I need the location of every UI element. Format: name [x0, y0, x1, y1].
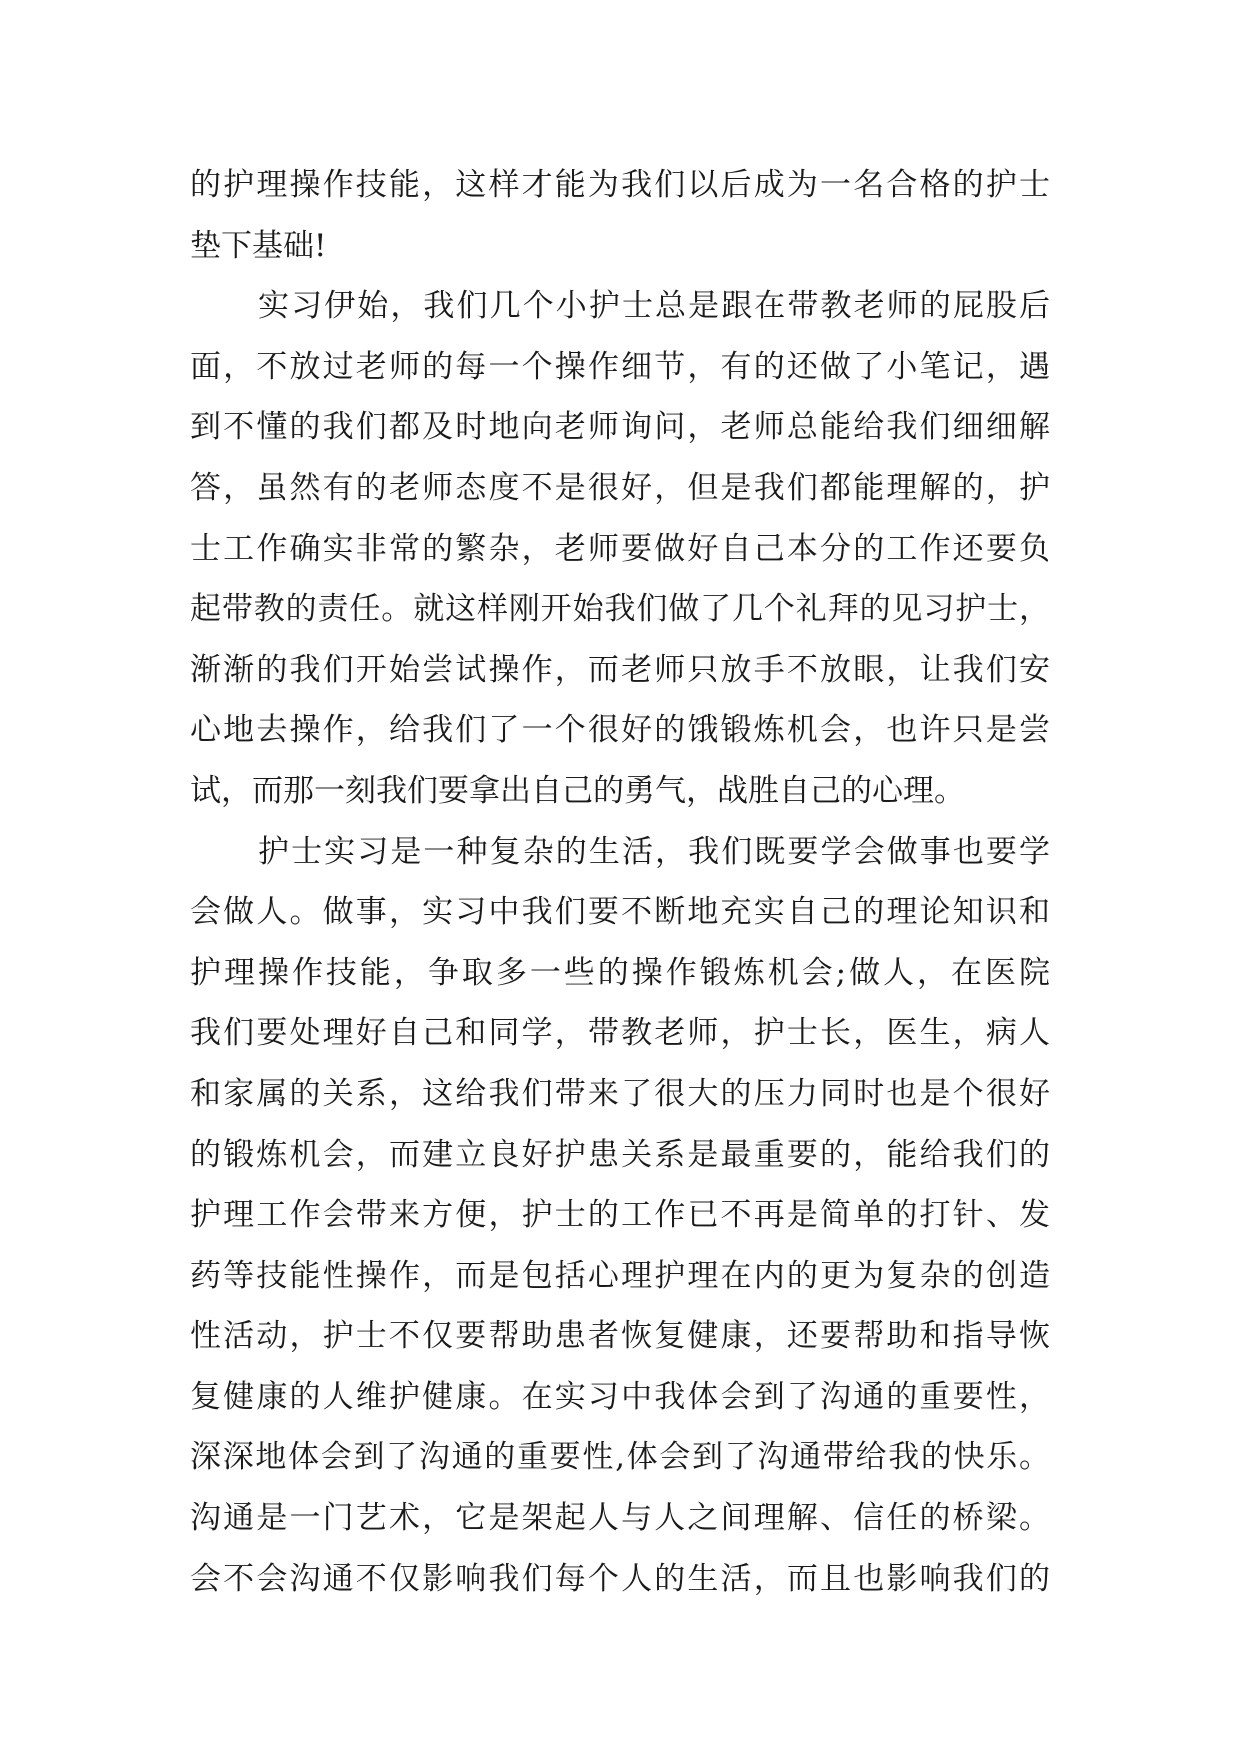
text-line: 深深地体会到了沟通的重要性,体会到了沟通带给我的快乐。 [190, 1439, 1050, 1476]
document-page [190, 155, 1050, 1609]
text-line: 到不懂的我们都及时地向老师询问，老师总能给我们细细解 [190, 409, 1050, 446]
text-line: 垫下基础! [190, 227, 327, 264]
text-line: 性活动，护士不仅要帮助患者恢复健康，还要帮助和指导恢 [190, 1318, 1050, 1355]
text-line: 和家属的关系，这给我们带来了很大的压力同时也是个很好 [190, 1075, 1050, 1112]
paragraph-first-line: 实习伊始，我们几个小护士总是跟在带教老师的屁股后 [258, 288, 1050, 325]
text-line: 心地去操作，给我们了一个很好的饿锻炼机会，也许只是尝 [190, 712, 1050, 749]
text-line: 面，不放过老师的每一个操作细节，有的还做了小笔记，遇 [190, 348, 1050, 385]
text-line: 会做人。做事，实习中我们要不断地充实自己的理论知识和 [190, 894, 1050, 931]
text-line: 复健康的人维护健康。在实习中我体会到了沟通的重要性， [190, 1378, 1050, 1415]
text-line: 护理操作技能，争取多一些的操作锻炼机会;做人，在医院 [190, 954, 1050, 991]
text-line: 答，虽然有的老师态度不是很好，但是我们都能理解的，护 [190, 469, 1050, 506]
text-line: 士工作确实非常的繁杂，老师要做好自己本分的工作还要负 [190, 530, 1050, 567]
text-line: 沟通是一门艺术，它是架起人与人之间理解、信任的桥梁。 [190, 1500, 1050, 1537]
text-line: 渐渐的我们开始尝试操作，而老师只放手不放眼，让我们安 [190, 651, 1050, 688]
text-line: 护理工作会带来方便，护士的工作已不再是简单的打针、发 [190, 1197, 1050, 1234]
text-line: 的护理操作技能，这样才能为我们以后成为一名合格的护士 [190, 167, 1050, 203]
text-line: 药等技能性操作，而是包括心理护理在内的更为复杂的创造 [190, 1257, 1050, 1294]
paragraph-first-line: 护士实习是一种复杂的生活，我们既要学会做事也要学 [258, 833, 1050, 870]
text-line: 会不会沟通不仅影响我们每个人的生活，而且也影响我们的 [190, 1560, 1050, 1597]
text-line: 试，而那一刻我们要拿出自己的勇气，战胜自己的心理。 [190, 772, 965, 809]
text-line: 我们要处理好自己和同学，带教老师，护士长，医生，病人 [190, 1015, 1050, 1052]
text-line: 起带教的责任。就这样刚开始我们做了几个礼拜的见习护士， [190, 591, 1050, 628]
text-line: 的锻炼机会，而建立良好护患关系是最重要的，能给我们的 [190, 1136, 1050, 1173]
